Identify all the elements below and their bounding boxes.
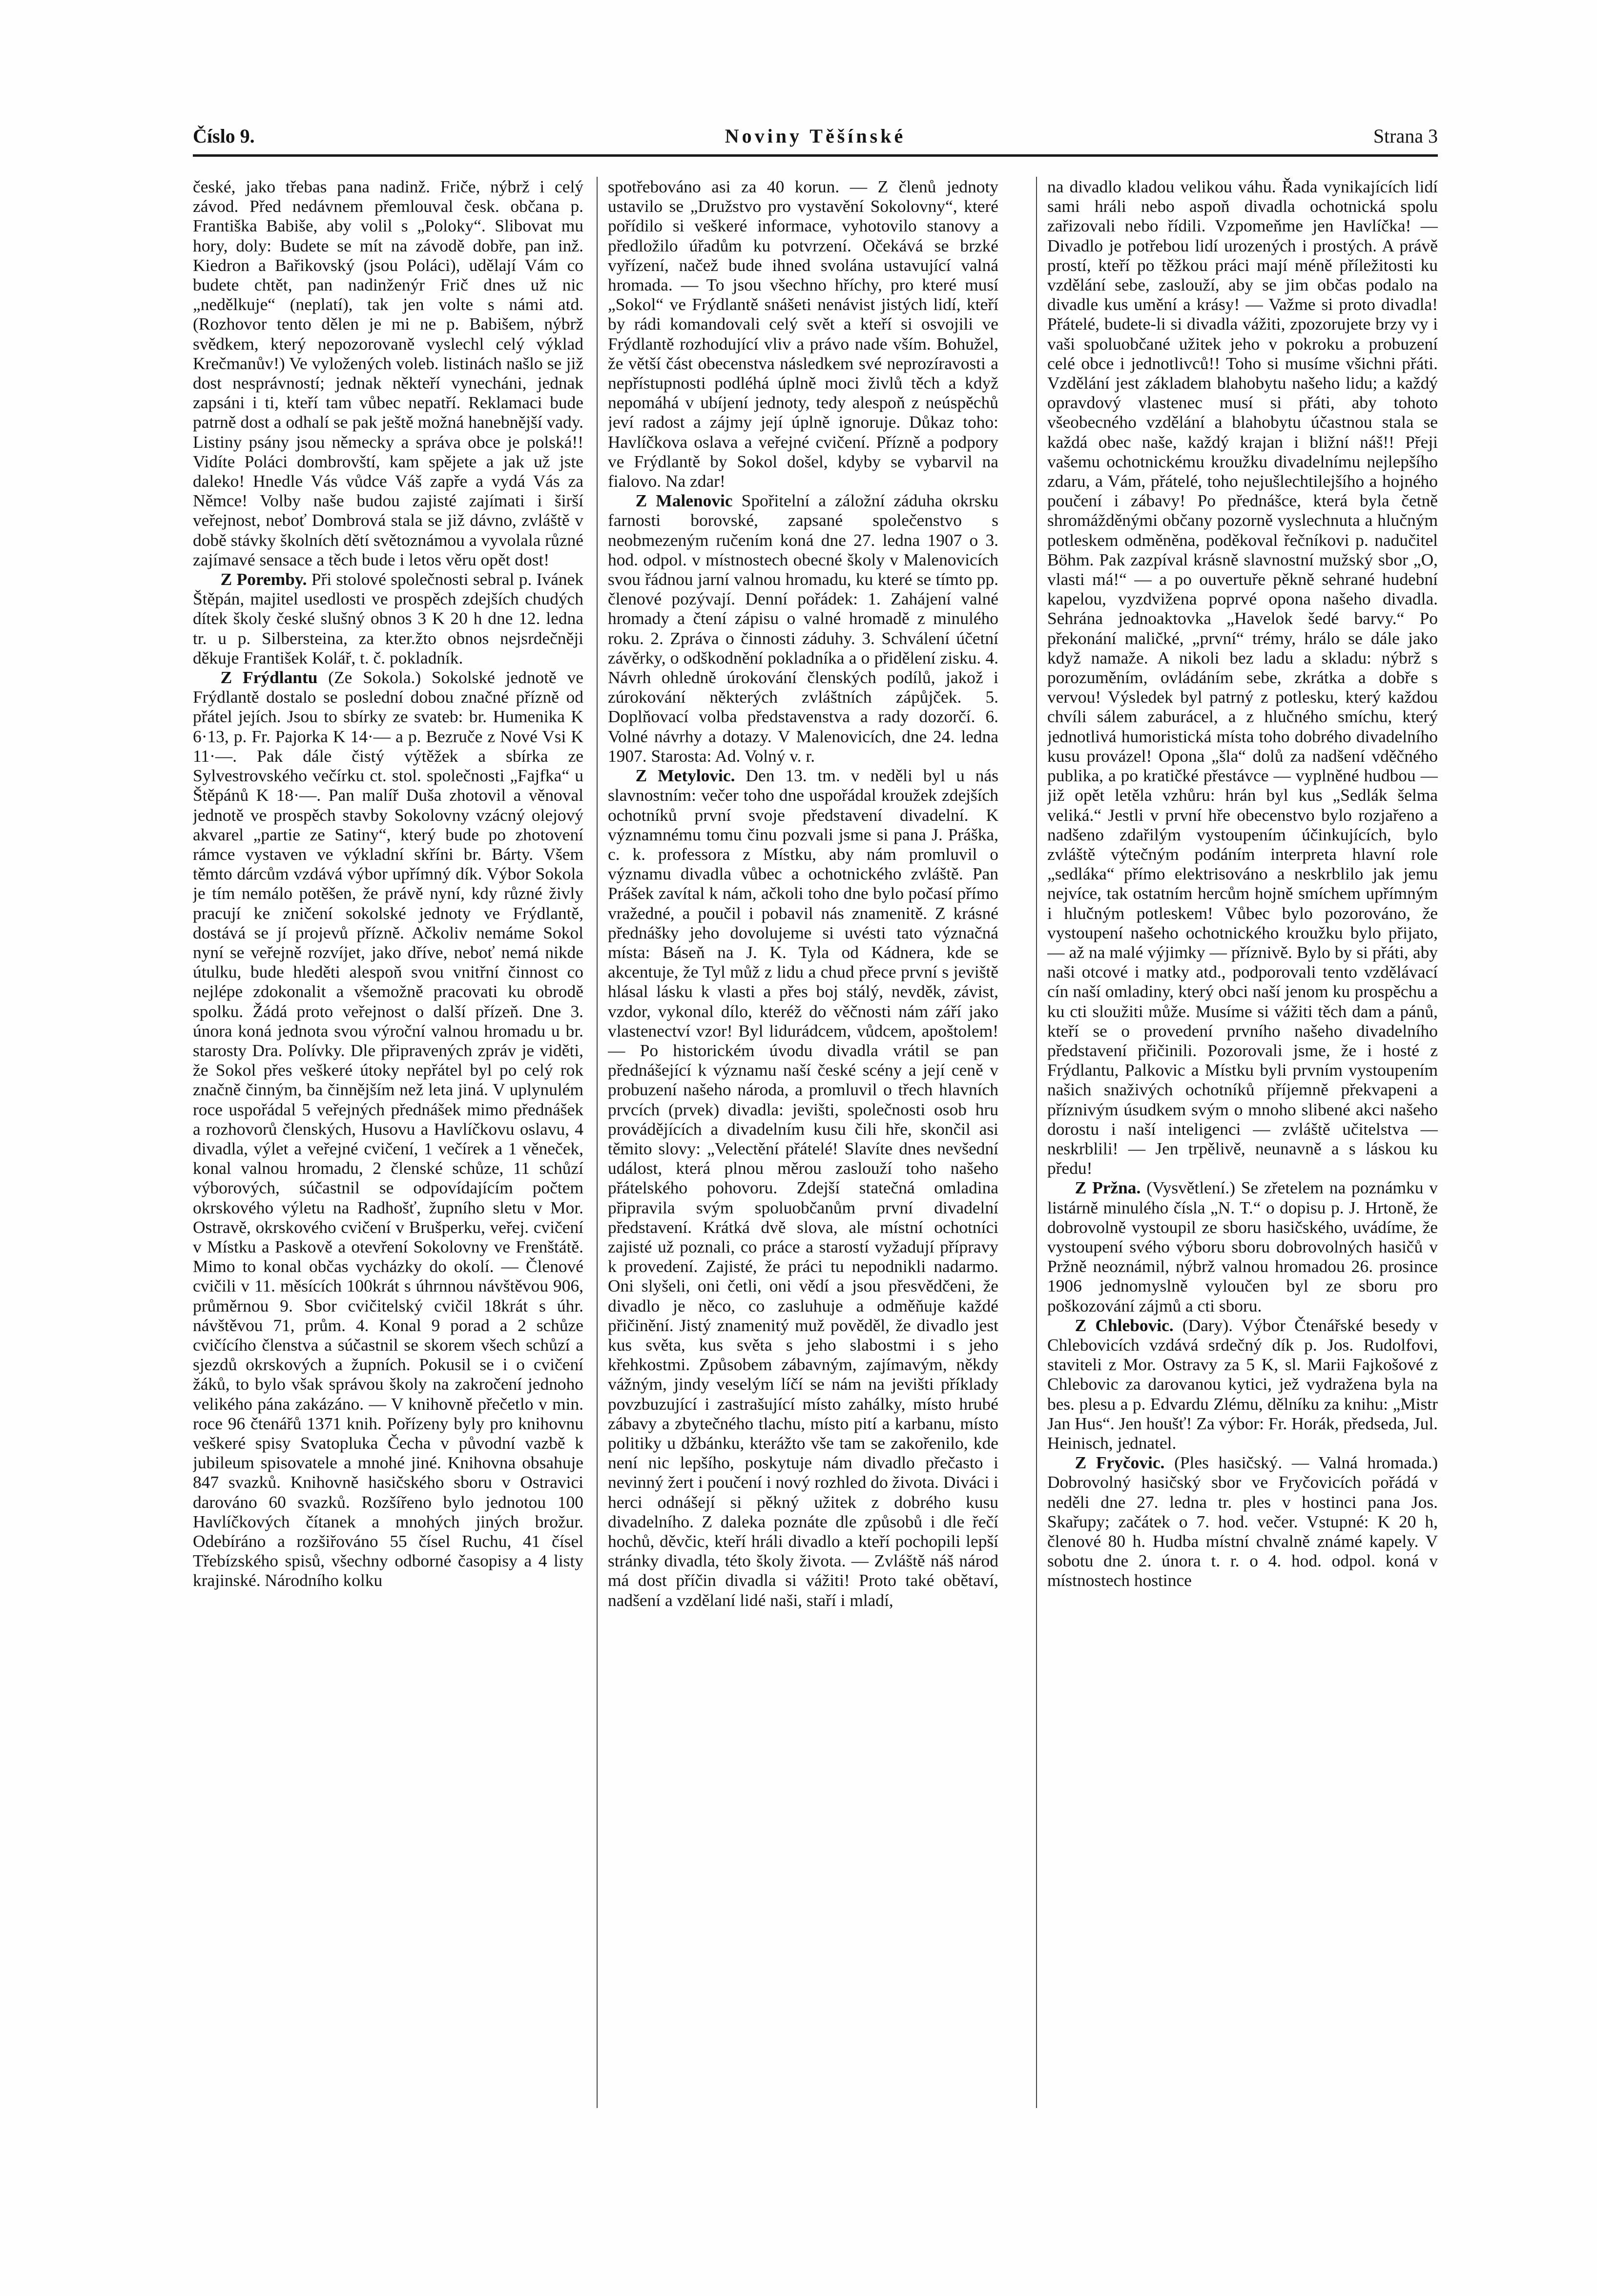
issue-number: Číslo 9. bbox=[193, 125, 255, 147]
paragraph-text: Při stolové společnosti sebral p. Ivánek Štěpán, majitel usedlosti ve prospěch zdejších chudých dítek školy české slušný obnos 3 K 20 h dne 12. ledna tr. u p. Silbersteina, za kter.žto obnos nejsrdečněji děkuje František Kolář, t. č. pokladník. bbox=[193, 569, 583, 668]
page-header bbox=[193, 125, 1438, 154]
page-number: Strana 3 bbox=[1373, 125, 1438, 147]
paragraph-text: české, jako třebas pana nadinž. Friče, nýbrž i celý závod. Před nedávnem přemlouval česk. občana p. Františka Babiše, aby volil s „Poloky“. Slibovat mu hory, doly: Budete se mít na závodě dobře, pan inž. Kiedron a Bařikovský (jsou Poláci), udělají Vám co budete chtět, pan nadinženýr Frič dnes už nic „nedělkuje“ (neplatí), tak jen volte s námi atd. (Rozhovor tento dělen je mi ne p. Babišem, nýbrž svědkem, který nepozorovaně vyslechl celý výklad Krečmanův!) Ve vyložených voleb. listinách našlo se již dost nesprávností; jednak někteří vynecháni, jednak zapsáni i ti, kteří tam vůbec nepatří. Reklamaci bude patrně dost a odhalí se pak ještě možná hanebnější vady. Listiny psány jsou německy a správa obce je polská!! Vidíte Poláci dombrovští, kam spějete a jak už jste daleko! Hnedle Vás vůdce Váš zapře a vydá Vás za Němce! Volby naše budou zajisté zajímati i širší veřejnost, neboť Dombrová stala se již dávno, zvláště v době stávky školních dětí světoznámou a vyvolala různé zajímavé sensace a těch bude i letos věru opět dost! bbox=[193, 177, 583, 569]
article-frycovice bbox=[1047, 1453, 1438, 1590]
article-lead: Z Frýdlantu bbox=[220, 668, 318, 688]
article-chlebovice bbox=[1047, 1315, 1438, 1453]
article-malenovice bbox=[608, 491, 998, 766]
article-frydlant bbox=[193, 668, 583, 1590]
article-continuation bbox=[193, 177, 583, 569]
column-divider bbox=[1036, 177, 1037, 2108]
newspaper-title: Noviny Těšínské bbox=[725, 125, 906, 147]
column-divider bbox=[597, 177, 598, 2108]
article-lead: Z Pržna. bbox=[1075, 1178, 1141, 1198]
article-lead: Z Malenovic bbox=[635, 491, 733, 511]
paragraph-text: (Ze Sokola.) Sokolské jednotě ve Frýdlantě dostalo se poslední dobou značné přízně od přátel jejích. Jsou to sbírky ze svateb: br. Humenika K 6·13, p. Fr. Pajorka K 14·— a p. Bezruče z Nové Vsi K 11·—. Pak dále čistý výtěžek a sbírka ze Sylvestrovského večírku ct. stol. společnosti „Fajfka“ u Štěpánů K 18·—. Pan malíř Duša zhotovil a věnoval jednotě ve prospěch stavby Sokolovny vzácný olejový akvarel „partie ze Satiny“, který bude po zhotovení rámce vystaven ve výkladní skříni br. Bárty. Všem těmto dárcům vzdává výbor upřímný dík. Výbor Sokola je tím nemálo potěšen, že právě nyní, kdy různé živly pracují ke zničení sokolské jednoty ve Frýdlantě, dostává se jí projevů přízně. Ačkoliv nemáme Sokol nyní se veřejně rozvíjet, jako dříve, neboť nemá nikde útulku, bude hleděti alespoň svou vnitřní činnost co nejlépe zdokonalit a všemožně pracovati ku obrodě spolku. Žádá proto veřejnost o další přízeň. Dne 3. února koná jednota svou výroční valnou hromadu u br. starosty Dra. Polívky. Dle připravených zpráv je viděti, že Sokol přes veškeré útoky nepřátel byl po celý rok značně činným, ba činnějším než leta jiná. V uplynulém roce uspořádal 5 veřejných přednášek mimo přednášek a rozhovorů členských, Husovu a Havlíčkovu oslavu, 4 divadla, výlet a veřejné cvičení, 1 večírek a 1 věneček, konal valnou hromadu, 2 členské schůze, 11 schůzí výborových, súčastnil se odpovídajícím počtem okrskového výletu na Radhošť, župního sletu v Mor. Ostravě, okrskového cvičení v Brušperku, veřej. cvičení v Místku a Paskově a otevření Sokolovny ve Frenštátě. Mimo to konal občas vycházky do okolí. — Členové cvičili v 11. měsících 100krát s úhrnnou návštěvou 906, průměrnou 9. Sbor cvičitelský cvičil 18krát s úhr. návštěvou 71, prům. 4. Konal 9 porad a 2 schůze cvičícího členstva a súčastnil se skorem všech schůzí a sjezdů okrskových a župních. Pokusil se i o cvičení žáků, to bylo však správou školy na zakročení jednoho velikého pána zakázáno. — V knihovně přečetlo v min. roce 96 čtenářů 1371 knih. Pořízeny byly pro knihovnu veškeré spisy Svatopluka Čecha v původní vazbě k jubileum spisovatele a mnohé jiné. Knihovna obsahuje 847 svazků. Knihovně hasičského sboru v Ostravici darováno 60 svazků. Rozšířeno bylo jednotou 100 Havlíčkových čítanek a mnohých jiných brožur. Odebíráno a rozšiřováno 55 čísel Ruchu, 41 čísel Třebízského spisů, všechny odborné časopisy a 4 listy krajinské. Národního kolku bbox=[193, 668, 583, 1590]
header-rule bbox=[193, 154, 1438, 157]
paragraph-text: Spořitelní a záložní záduha okrsku farnosti borovské, zapsané společenstvo s neobmezeným ručením koná dne 27. ledna 1907 o 3. hod. odpol. v místnostech obecné školy v Malenovicích svou řádnou jarní valnou hromadu, ku které se tímto pp. členové pozývají. Denní pořádek: 1. Zahájení valné hromady a čtení zápisu o valné hromadě z minulého roku. 2. Zpráva o činnosti záduhy. 3. Schválení účetní závěrky, o odškodnění pokladníka a o přidělení zisku. 4. Návrh ohledně úrokování členských podílů, jakož i zúrokování některých zvláštních zápůjček. 5. Doplňovací volba představenstva a rady dozorčí. 6. Volné návrhy a dotazy. V Malenovicích, dne 24. ledna 1907. Starosta: Ad. Volný v. r. bbox=[608, 491, 998, 766]
column-1 bbox=[193, 177, 583, 2130]
paragraph-text: (Dary). Výbor Čtenářské besedy v Chlebovicích vzdává srdečný dík p. Jos. Rudolfovi, staviteli z Mor. Ostravy za 5 K, sl. Marii Fajkošové z Chlebovic za darovanou kytici, jež vydražena byla na bes. plesu a p. Edvardu Zlému, dělníku za knihu: „Mistr Jan Hus“. Jen houšť! Za výbor: Fr. Horák, předseda, Jul. Heinisch, jednatel. bbox=[1047, 1315, 1438, 1453]
article-lead: Z Poremby. bbox=[220, 569, 307, 589]
article-continuation bbox=[1047, 177, 1438, 1178]
paragraph-text: (Vysvětlení.) Se zřetelem na poznámku v listárně minulého čísla „N. T.“ o dopisu p. J. Hrtoně, že dobrovolně vystoupil ze sboru hasičského, uvádíme, že vystoupení svého výboru sboru dobrovolných hasičů v Pržně neoznámil, nýbrž valnou hromadou 26. prosince 1906 jednomyslně vyloučen byl ze sboru pro poškozování zájmů a cti sboru. bbox=[1047, 1178, 1438, 1315]
column-2 bbox=[608, 177, 998, 2130]
article-lead: Z Metylovic. bbox=[635, 766, 735, 786]
paragraph-text: Den 13. tm. v neděli byl u nás slavnostním: večer toho dne uspořádal kroužek zdejších ochotníků první svoje představení divadelní. K významnému tomu činu pozvali jsme si pana J. Práška, c. k. professora z Místku, aby nám promluvil o významu divadla vůbec a ochotnického zvláště. Pan Prášek zavítal k nám, ačkoli toho dne bylo počasí přímo vražedné, a poučil i pobavil nás znamenitě. Z krásné přednášky jeho dovolujeme si uvésti tato význačná místa: Báseň na J. K. Tyla od Kádnera, kde se akcentuje, že Tyl můž z lidu a chud přece první s jeviště hlásal lásku k vlasti a přes boj stálý, nevděk, závist, vzdor, vykonal dílo, kteréž do věčnosti nám září jako vlastenectví vzor! Byl lidurádcem, vůdcem, apoštolem! — Po historickém úvodu divadla vrátil se pan přednášející k významu naší české scény a její ceně v probuzení našeho národa, a promluvil o třech hlavních prvcích (prvek) divadla: jevišti, společnosti osob hru provádějících a divadelním kusu čili hře, skončil asi těmito slovy: „Velectění přátelé! Slavíte dnes nevšední událost, která plnou měrou zaslouží toho našeho přátelského pohovoru. Zdejší statečná omladina připravila svým spoluobčanům první divadelní představení. Krátká dvě slova, ale místní ochotníci zajisté už poznali, co práce a starostí vyžadují přípravy k provedení. Zajisté, že práci tu nepodnikli nadarmo. Oni slyšeli, oni četli, oni vědí a jsou přesvědčeni, že divadlo je něco, co zasluhuje a odměňuje každé přičinění. Jistý znamenitý muž pověděl, že divadlo jest kus světa, kus světa s jeho slabostmi i s jeho křehkostmi. Způsobem zábavným, zajímavým, někdy vážným, jindy veselým líčí se nám na jevišti příklady povzbuzující i zastrašující místo zahálky, místo hrubé zábavy a zbytečného tlachu, místo pití a karbanu, místo politiky u džbánku, kterážto vše tam se zakořenilo, kde není nic lepšího, poskytuje nám divadlo přečasto i nevinný žert i poučení i nový rozhled do života. Diváci i herci odnášejí si pěkný užitek z dobrého kusu divadelního. Z daleka poznáte dle způsobů i dle řečí hochů, děvčic, kteří hráli divadlo a kteří pochopili lepší stránky divadla, této školy života. — Zvláště náš národ má dost příčin divadla si vážiti! Proto také obětaví, nadšení a vzdělaní lidé naši, staří i mladí, bbox=[608, 766, 998, 1610]
column-3 bbox=[1047, 177, 1438, 2130]
article-continuation bbox=[608, 177, 998, 491]
paragraph-text: spotřebováno asi za 40 korun. — Z členů jednoty ustavilo se „Družstvo pro vystavění Sokolovny“, které pořídilo si veškeré informace, vyhotovilo stanovy a předložilo úřadům ku potvrzení. Očekává se brzké vyřízení, načež bude ihned svolána ustavující valná hromada. — To jsou všechno hříchy, pro které musí „Sokol“ ve Frýdlantě snášeti nenávist jistých lidí, kteří by rádi komandovali celý svět a kteří si osvojili ve Frýdlantě rozhodující vliv a právo nade vším. Bohužel, že větší část obecenstva následkem své neprozíravosti a nepřístupnosti podléhá úplně moci živlů těch a když nepomáhá v ubíjení jednoty, tedy alespoň z neúspěchů jeví radost a zájmy její úplně ignoruje. Důkaz toho: Havlíčkova oslava a veřejné cvičení. Přízně a podpory ve Frýdlantě by Sokol došel, kdyby se vybarvil na fialovo. Na zdar! bbox=[608, 177, 998, 491]
article-przno bbox=[1047, 1178, 1438, 1315]
paragraph-text: na divadlo kladou velikou váhu. Řada vynikajících lidí sami hráli nebo aspoň divadla ochotnická spolu zařizovali nebo řídili. Vzpomeňme jen Havlíčka! — Divadlo je potřebou lidí urozených i prostých. A právě prostí, kteří po těžkou práci mají méně příležitosti ku vzdělání sebe, zaslouží, aby se jim občas podalo na divadle kus umění a krásy! — Važme si proto divadla! Přátelé, budete-li si divadla vážiti, zpozorujete brzy vy i vaši spoluobčané užitek jeho v pokroku a probuzení celé obce i jednotlivců!! Toho si musíme všichni přáti. Vzdělání jest základem blahobytu našeho lidu; a každý opravdový vlastenec musí si přáti, aby tohoto všeobecného vzdělání a blahobytu účastnou stala se každá obec naše, každý krajan i bližní náš!! Přeji vašemu ochotnickému kroužku divadelnímu nejlepšího zdaru, a Vám, přátelé, toho nejušlechtilejšího a hojného poučení i zábavy! Po přednášce, která byla četně shromážděnými občany pozorně vyslechnuta a hlučným potleskem odměněna, poděkoval řečníkovi p. nadučitel Böhm. Pak zazpíval krásně slavnostní mužský sbor „O, vlasti má!“ — a po ouvertuře pěkně sehrané hudební kapelou, vyzdvižena poprvé opona našeho divadla. Sehrána jednoaktovka „Havelok šedé barvy.“ Po překonání maličké, „první“ trémy, hrálo se dále jako když namaže. A nikoli bez ladu a skladu: nýbrž s porozuměním, ovládáním sebe, zkrátka a dobře s vervou! Výsledek byl patrný z potlesku, který každou chvíli sálem zaburácel, a z hlučného smíchu, který jednotlivá humoristická místa toho dobrého divadelního kusu provázel! Opona „šla“ dolů za nadšení vděčného publika, a po kratičké přestávce — vyplněné hudbou — již opět letěla vzhůru: hrán byl kus „Sedlák šelma veliká.“ Jestli v první hře obecenstvo bylo rozjařeno a nadšeno zdařilým vystoupením účinkujících, bylo zvláště výtečným podáním interpreta hlavní role „sedláka“ přímo elektrisováno a neskrblilo jak jemu nejvíce, tak ostatním hercům hojně smíchem upřímným i hlučným potleskem! Vůbec bylo pozorováno, že vystoupení našeho ochotnického kroužku bylo přijato, — až na malé výjimky — příznivě. Bylo by si přáti, aby naši otcové i matky atd., podporovali tento vzdělávací cín naší omladiny, který obci naší jenom ku prospěchu a ku cti sloužiti může. Musíme si vážiti těch dam a pánů, kteří se o provedení prvního našeho divadelního představení přičinili. Pozorovali jsme, že i hosté z Frýdlantu, Palkovic a Místku byli prvním vystoupením našich snaživých ochotníků příjemně překvapeni a příznivým úsudkem svým o mnoho slibené akci našeho dorostu i naší inteligenci — zvláště učitelstva — neskrblili! — Jen trpělivě, neunavně a s láskou ku předu! bbox=[1047, 177, 1438, 1178]
article-metylovice bbox=[608, 766, 998, 1610]
paragraph-text: (Ples hasičský. — Valná hromada.) Dobrovolný hasičský sbor ve Fryčovicích pořádá v neděli dne 27. ledna tr. ples v hostinci pana Jos. Skařupy; začátek o 7. hod. večer. Vstupné: K 20 h, členové 80 h. Hudba místní chvalně známé kapely. V sobotu dne 2. února t. r. o 4. hod. odpol. koná v místnostech hostince bbox=[1047, 1453, 1438, 1590]
article-lead: Z Chlebovic. bbox=[1075, 1315, 1174, 1335]
article-poremby bbox=[193, 569, 583, 668]
article-lead: Z Fryčovic. bbox=[1075, 1453, 1165, 1473]
